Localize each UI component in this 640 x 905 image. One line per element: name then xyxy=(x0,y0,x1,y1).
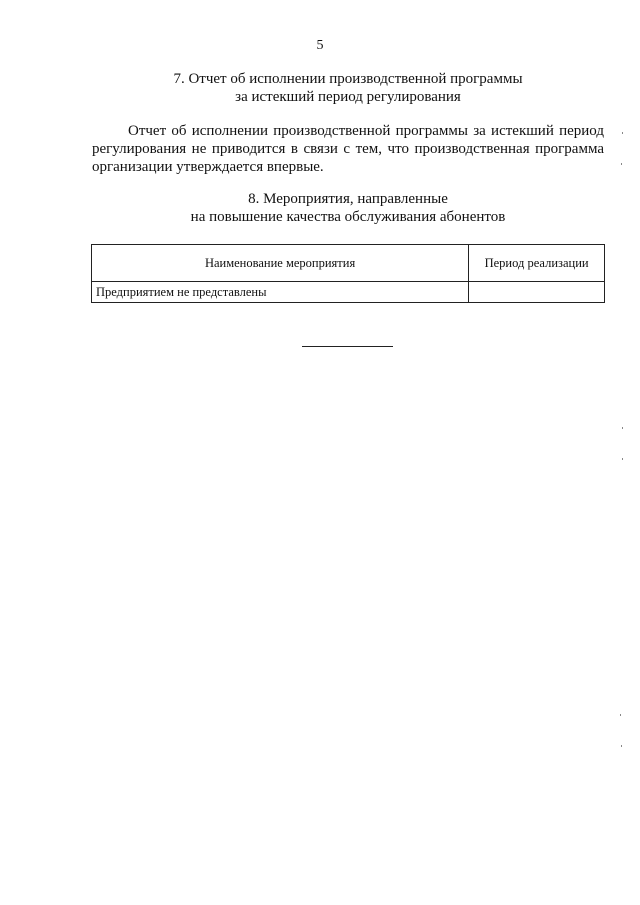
column-header-event-name: Наименование мероприятия xyxy=(92,245,469,282)
table-cell-event-name: Предприятием не представлены xyxy=(92,282,469,303)
section-8-heading xyxy=(92,190,604,226)
table-header-row xyxy=(92,245,605,282)
section-7-title-line-1: 7. Отчет об исполнении производственной программы xyxy=(173,71,523,87)
scan-speck xyxy=(622,132,623,134)
events-table xyxy=(91,244,605,303)
scan-speck xyxy=(621,163,622,165)
column-header-period: Период реализации xyxy=(469,245,605,282)
table-row xyxy=(92,282,605,303)
footer-rule xyxy=(302,346,393,347)
section-7-heading xyxy=(92,70,604,106)
section-8-title-line-2: на повышение качества обслуживания абонентов xyxy=(190,209,506,225)
section-7-title-line-2: за истекший период регулирования xyxy=(235,89,461,105)
scan-speck xyxy=(620,714,621,716)
page-number: 5 xyxy=(316,38,324,53)
section-7-paragraph: Отчет об исполнении производственной программы за истекший период регулирования не приводится в связи с тем, что производственная программа организации утверждается впервые. xyxy=(92,123,604,175)
scan-speck xyxy=(622,458,623,460)
scan-speck xyxy=(622,427,623,429)
scan-speck xyxy=(621,745,622,747)
section-8-title-line-1: 8. Мероприятия, направленные xyxy=(248,191,448,207)
table-cell-period xyxy=(469,282,605,303)
